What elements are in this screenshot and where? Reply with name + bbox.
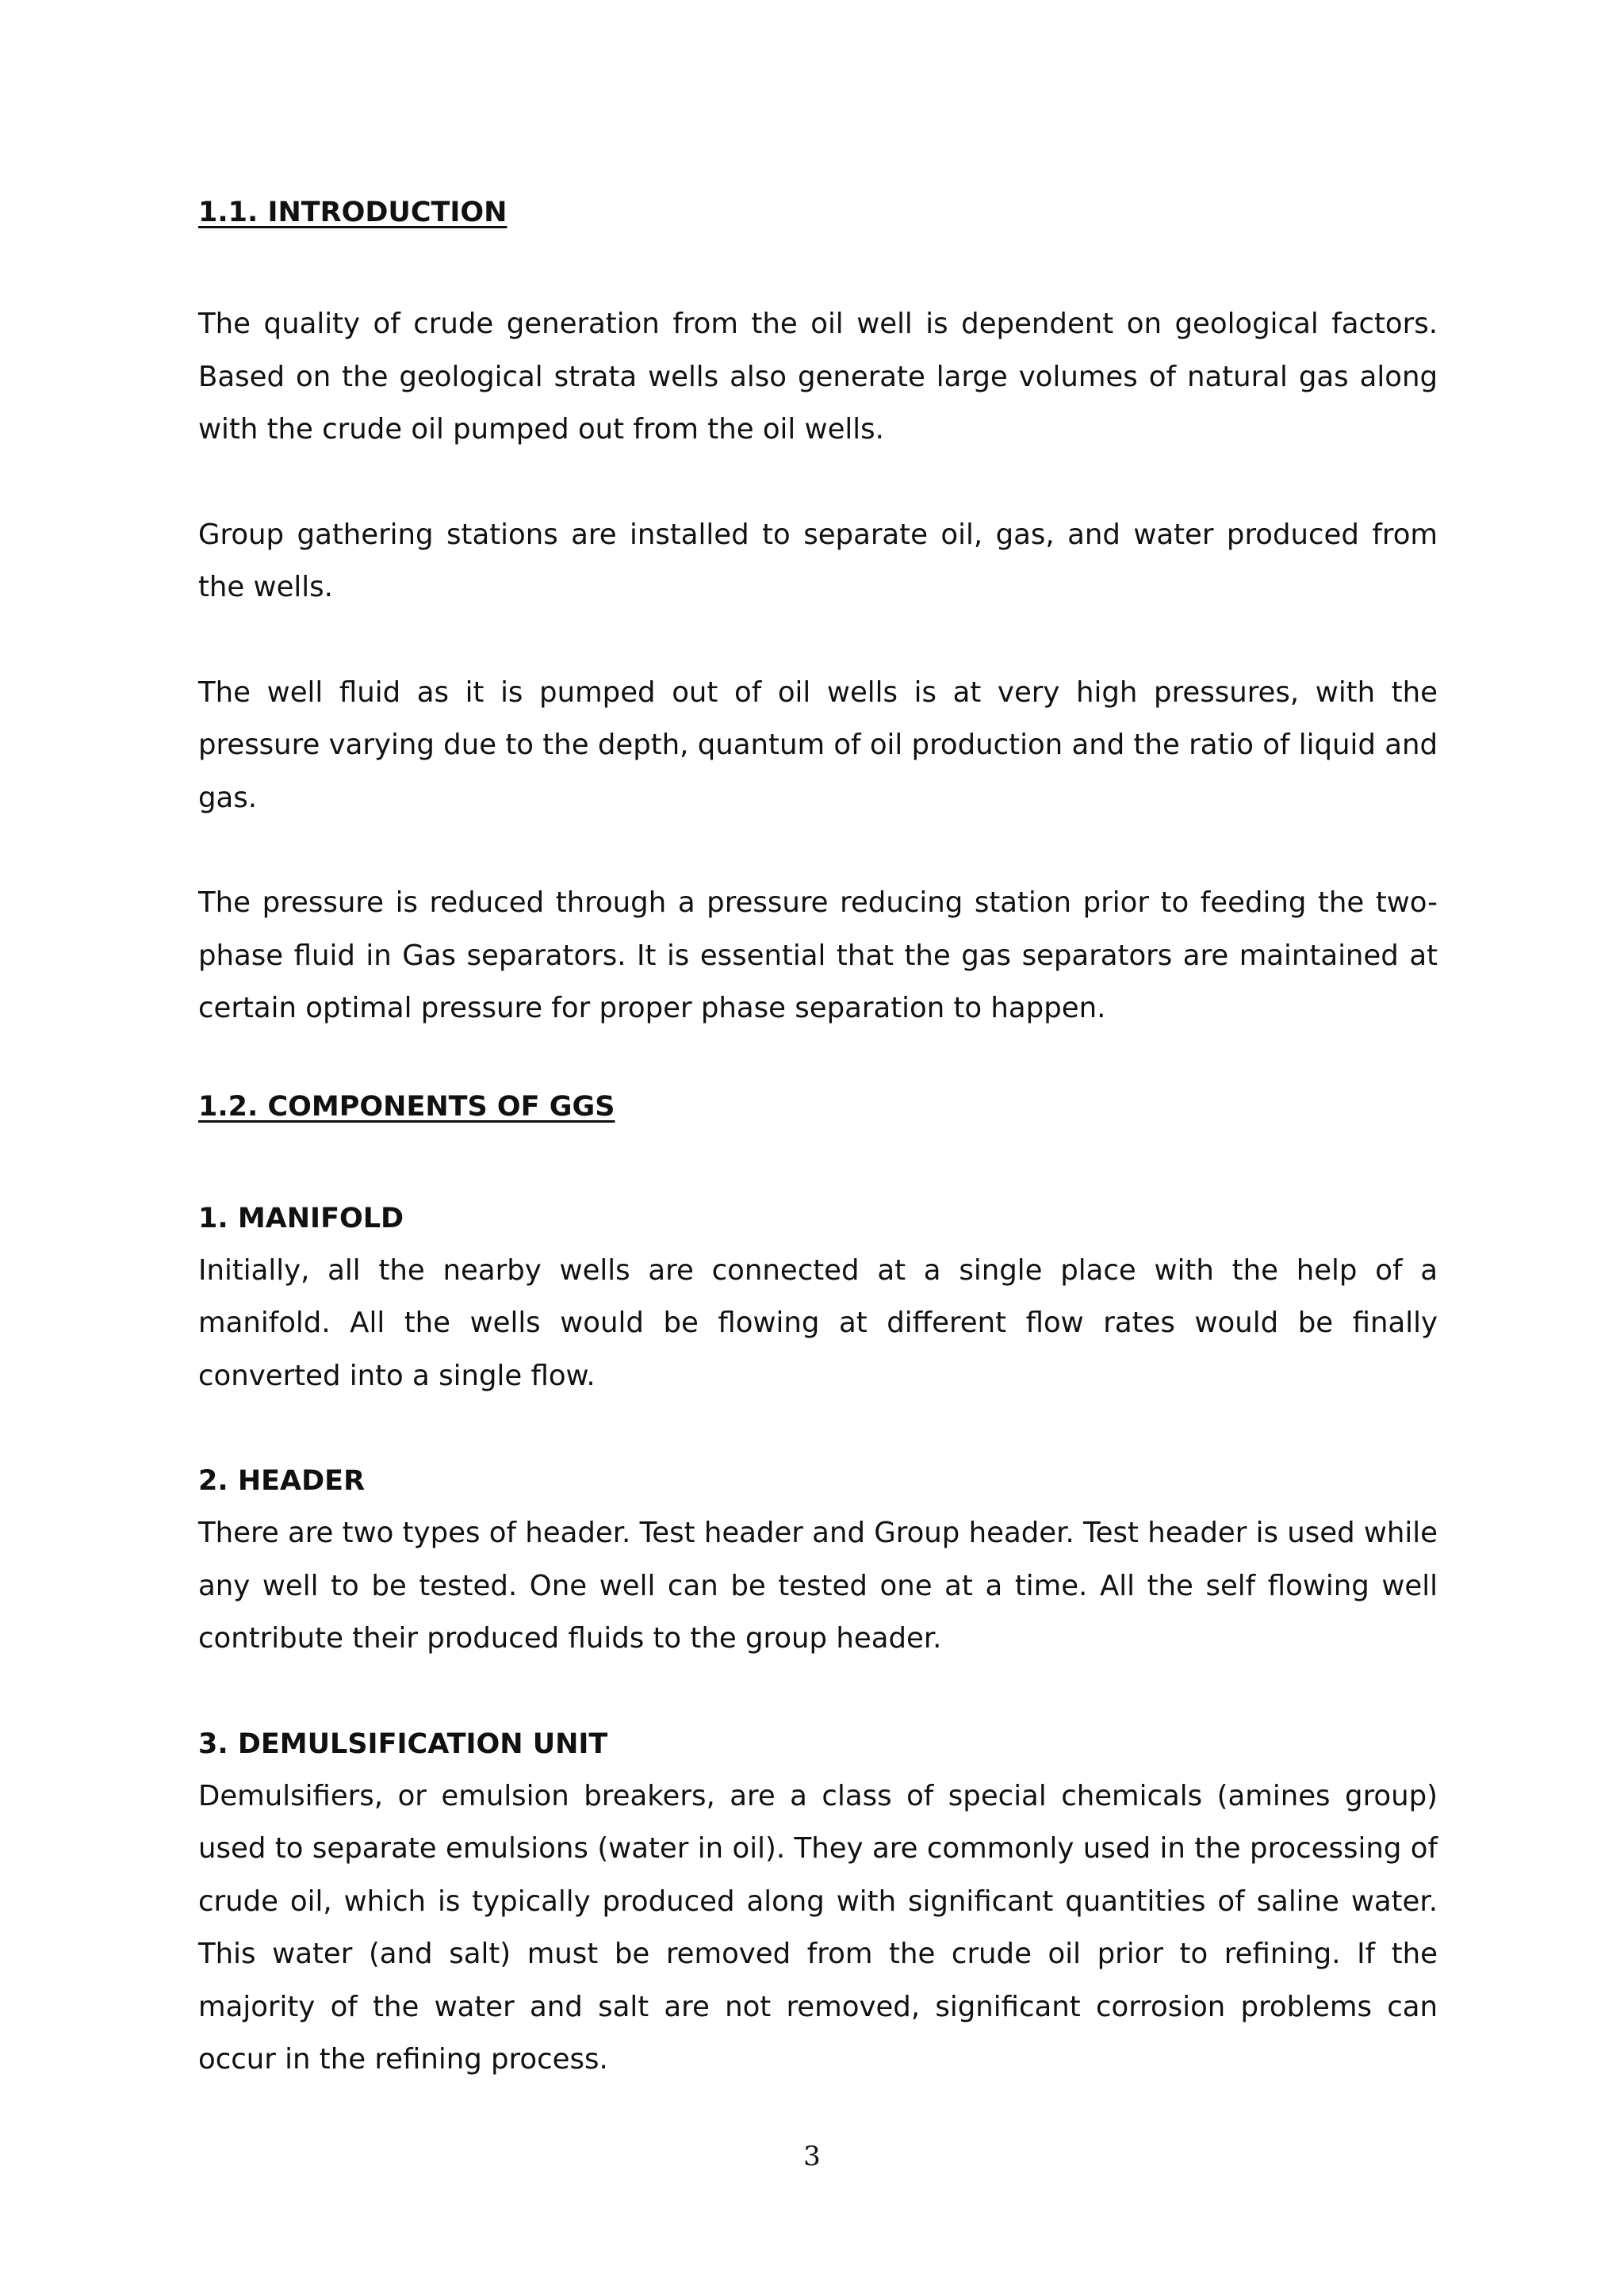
spacer xyxy=(198,614,1438,667)
page-content xyxy=(198,193,1438,2087)
component-text-header: There are two types of header. Test header and Group header. Test header is used while any well to be tested. One well can be tested one at a time. All the self flowing well contribute their produced fluids to the group header. xyxy=(198,1517,1438,1655)
spacer xyxy=(198,1666,1438,1718)
spacer xyxy=(198,457,1438,509)
section-heading-introduction: 1.1. INTRODUCTION xyxy=(198,197,508,228)
intro-paragraph-2: Group gathering stations are installed to separate oil, gas, and water produced from the wells. xyxy=(198,518,1438,603)
intro-paragraph-4: The pressure is reduced through a pressure reducing station prior to feeding the two-phase fluid in Gas separators. It is essential that the gas separators are maintained at certain optimal pressure for proper phase separation to happen. xyxy=(198,886,1438,1024)
component-title-header: 2. HEADER xyxy=(198,1465,366,1497)
component-text-manifold: Initially, all the nearby wells are connected at a single place with the help of a manifold. All the wells would be flowing at different flow rates would be finally converted into a single flow. xyxy=(198,1253,1438,1392)
spacer xyxy=(198,1126,1438,1192)
page-number: 3 xyxy=(803,2141,821,2172)
component-title-manifold: 1. MANIFOLD xyxy=(198,1202,404,1234)
spacer xyxy=(198,232,1438,298)
section-heading-components: 1.2. COMPONENTS OF GGS xyxy=(198,1090,615,1123)
spacer xyxy=(198,1035,1438,1088)
component-text-demulsification-unit: Demulsifiers, or emulsion breakers, are a class of special chemicals (amines group) used to separate emulsions (water in oil). They are commonly used in the processing of crude oil, which is typically produced along with significant quantities of saline water. This water (and salt) must be removed from the crude oil prior to refining. If the majority of the water and salt are not removed, significant corrosion problems can occur in the refining process. xyxy=(198,1779,1438,2076)
spacer xyxy=(198,1402,1438,1455)
component-title-demulsification-unit: 3. DEMULSIFICATION UNIT xyxy=(198,1728,608,1760)
spacer xyxy=(198,825,1438,877)
intro-paragraph-1: The quality of crude generation from the oil well is dependent on geological factors. Based on the geological strata wells also generate large volumes of natural gas along with the crude oil pumped out from the oil wells. xyxy=(198,308,1438,446)
intro-paragraph-3: The well fluid as it is pumped out of oil wells is at very high pressures, with the pressure varying due to the depth, quantum of oil production and the ratio of liquid and gas. xyxy=(198,675,1438,814)
